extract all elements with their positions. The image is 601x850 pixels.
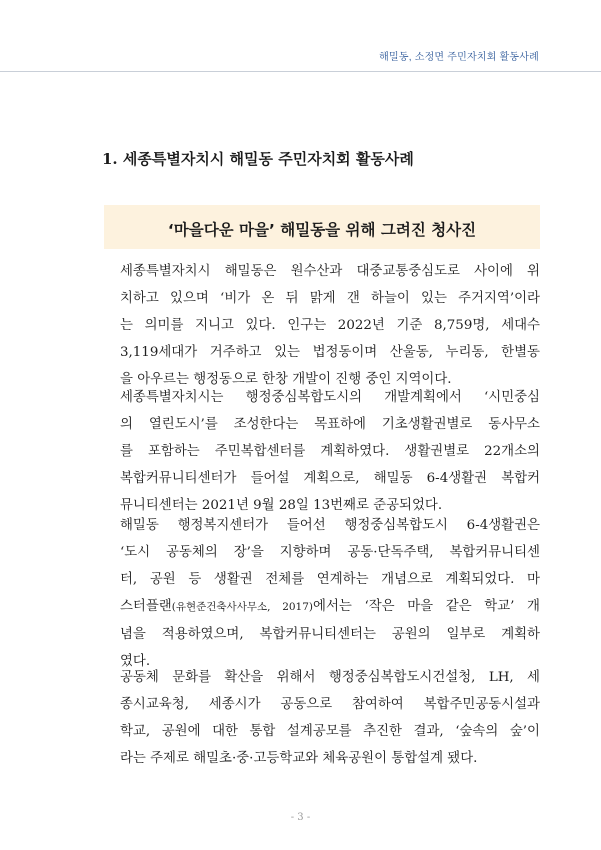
paragraph-text: 스터플랜 (120, 599, 172, 614)
paragraph-line: 는 의미를 지니고 있다. 인구는 2022년 기준 8,759명, 세대수 (120, 318, 540, 333)
paragraph-line: 학교, 공원에 대한 통합 설계공모를 추진한 결과, ‘숲속의 숲’이 (120, 724, 540, 739)
paragraph-line: 치하고 있으며 ‘비가 온 뒤 맑게 갠 하늘이 있는 주거지역’이라 (120, 291, 540, 306)
paragraph-line: 공동체 문화를 확산을 위해서 행정중심복합도시건설청, LH, 세 (120, 670, 540, 685)
running-header: 해밀동, 소정면 주민자치회 활동사례 (379, 52, 539, 63)
paragraph-line: 터, 공원 등 생활권 전체를 연계하는 개념으로 계획되었다. 마 (120, 572, 540, 587)
highlight-text: ‘마을다운 마을’ 해밀동을 위해 그려진 청사진 (167, 221, 477, 239)
section-title: 1. 세종특별자치시 해밀동 주민자치회 활동사례 (102, 150, 414, 168)
paragraph-masterplan (120, 512, 540, 675)
paragraph-line: 의 열린도시’를 조성한다는 목표하에 기초생활권별로 동사무소 (120, 417, 540, 432)
paragraph-line: 세종특별자치시 해밀동은 원수산과 대중교통중심도로 사이에 위 (120, 264, 540, 279)
header-divider (0, 71, 601, 72)
paragraph-line: 였다. (120, 654, 151, 669)
paragraph-line (120, 593, 540, 621)
paragraph-intro (120, 258, 540, 393)
citation-note: (유현준건축사사무소, 2017) (171, 601, 314, 613)
paragraph-line: 를 포함하는 주민복합센터를 계획하였다. 생활권별로 22개소의 (120, 444, 540, 459)
paragraph-line: 3,119세대가 거주하고 있는 법정동이며 산울동, 누리동, 한별동 (120, 345, 540, 360)
paragraph-line: ‘도시 공동체의 장’을 지향하며 공동·단독주택, 복합커뮤니티센 (120, 545, 540, 560)
paragraph-line: 라는 주제로 해밀초·중·고등학교와 체육공원이 통합설계 됐다. (120, 751, 478, 766)
paragraph-line: 을 아우르는 행정동으로 한창 개발이 진행 중인 지역이다. (120, 372, 452, 387)
paragraph-text: 에서는 ‘작은 마을 같은 학교’ 개 (313, 599, 540, 614)
paragraph-line: 종시교육청, 세종시가 공동으로 참여하여 복합주민공동시설과 (120, 697, 540, 712)
paragraph-line: 세종특별자치시는 행정중심복합도시의 개발계획에서 ‘시민중심 (120, 390, 540, 405)
paragraph-development-plan (120, 384, 540, 519)
highlight-banner (104, 205, 540, 249)
paragraph-line: 뮤니티센터는 2021년 9월 28일 13번째로 준공되었다. (120, 498, 443, 513)
paragraph-line: 해밀동 행정복지센터가 들어선 행정중심복합도시 6-4생활권은 (120, 518, 540, 533)
page-number: - 3 - (290, 812, 311, 823)
paragraph-community-culture (120, 664, 540, 772)
paragraph-line: 념을 적용하였으며, 복합커뮤니티센터는 공원의 일부로 계획하 (120, 627, 540, 642)
paragraph-line: 복합커뮤니티센터가 들어설 계획으로, 해밀동 6-4생활권 복합커 (120, 471, 540, 486)
